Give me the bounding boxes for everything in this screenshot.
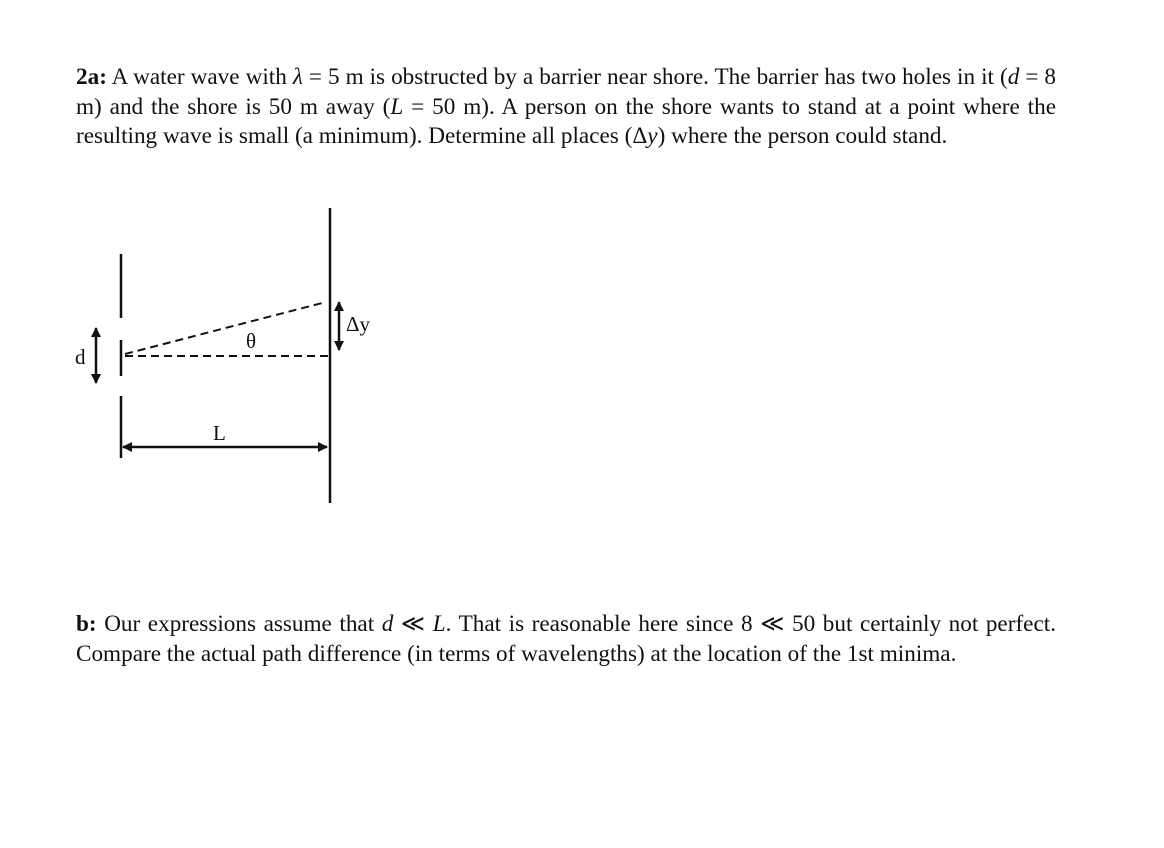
L-label: L <box>213 421 226 445</box>
theta-label: θ <box>246 329 257 353</box>
question-2a-text-part: = 50 m). A person on the shore wants to stand at a point where the resulting wave is small (a minimum). Determine all places ( <box>76 93 1056 149</box>
d-symbol: d <box>381 611 394 637</box>
question-2b-text <box>76 610 1056 669</box>
question-2b-label: b: <box>76 611 97 637</box>
delta-symbol: Δ <box>632 123 648 149</box>
angled-dashed-line <box>125 302 326 354</box>
delta-y-label: Δy <box>346 312 371 336</box>
d-label: d <box>75 345 86 369</box>
L-symbol: L <box>390 93 404 120</box>
d-symbol: d <box>1007 64 1020 90</box>
lambda-symbol: λ <box>292 64 303 90</box>
question-2b-text-part: . That is reasonable here since 8 ≪ 50 but certainly not perfect. Compare the actual path difference (in terms of wavelengths) at the location of the 1st minima. <box>76 611 1056 667</box>
question-2a-text-part: = 8 m) and the shore is 50 m away ( <box>76 64 1057 120</box>
question-2a-label: 2a: <box>76 64 107 90</box>
question-2a-text-part: A water wave with <box>106 64 293 90</box>
y-symbol: y <box>647 123 658 149</box>
L-symbol: L <box>432 611 446 637</box>
question-2a-text-part: ) where the person could stand. <box>657 123 948 149</box>
question-2a-text-part: = 5 m is obstructed by a barrier near shore. The barrier has two holes in it ( <box>302 64 1008 90</box>
much-less-than-symbol: ≪ <box>393 611 433 637</box>
question-2b-text-part: Our expressions assume that <box>96 611 382 637</box>
